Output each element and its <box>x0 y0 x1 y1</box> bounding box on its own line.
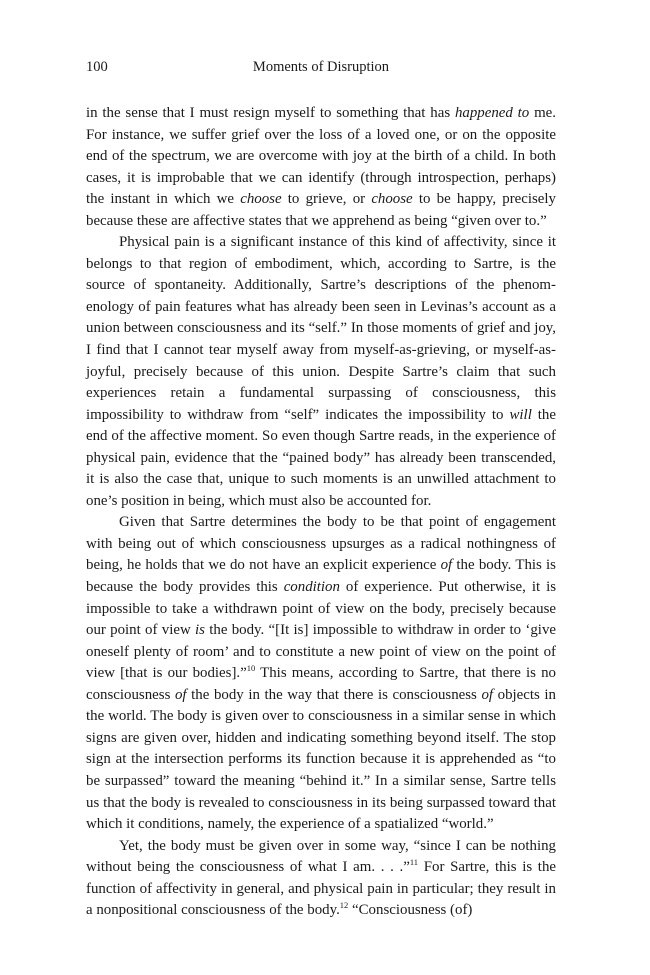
emphasis-text: of <box>174 686 187 703</box>
emphasis-text: of <box>440 557 453 574</box>
text-run: the body. “[It is] impossible to withdraw in order to ‘give oneself plenty of room’ and to constitute a new point of view on the point of view [that is our bodies].” <box>86 622 556 682</box>
page-number: 100 <box>86 59 108 75</box>
footnote-ref: 10 <box>246 663 256 674</box>
emphasis-text: will <box>509 406 532 423</box>
text-run: Yet, the body must be given over in some way, “since I can be nothing without being the consciousness of what I am. . . .” <box>86 837 556 876</box>
text-run: to grieve, or <box>281 191 372 208</box>
emphasis-text: of <box>481 686 494 703</box>
page-header <box>86 57 556 77</box>
emphasis-text: choose <box>371 191 413 208</box>
text-run: in the sense that I must resign myself to something that has <box>86 105 455 121</box>
text-run: This means, according to Sartre, that there is no consciousness <box>86 665 556 703</box>
text-run: me. For instance, we suffer grief over the loss of a loved one, or on the opposite end of the spectrum, we are overcome with joy at the birth of a child. In both cases, it is improbable that we can identify (through introspection, perhaps) the instant in which we <box>86 105 557 208</box>
body-text <box>86 103 556 922</box>
running-head: Moments of Disruption <box>252 59 390 75</box>
emphasis-text: choose <box>240 191 282 208</box>
paragraph <box>86 836 556 922</box>
text-run: For Sartre, this is the function of affectivity in general, and physical pain in particular; they result in a nonpositional consciousness of the body. <box>86 859 557 919</box>
text-run: “Consciousness (of) <box>348 902 473 919</box>
text-run: of experience. Put otherwise, it is impossible to take a withdrawn point of view on the body, precisely because our point of view <box>86 579 556 639</box>
emphasis-text: happened to <box>454 105 530 121</box>
emphasis-text: is <box>195 622 205 639</box>
paragraph <box>86 512 556 835</box>
text-run: Given that Sartre determines the body to be that point of engagement with being out of which consciousness upsurges as a radical nothingness of being, he holds that we do not have an explicit experience <box>86 514 556 574</box>
paragraph <box>86 103 556 232</box>
text-run: Physical pain is a significant instance of this kind of affectivity, since it belongs to that region of embodiment, which, according to Sartre, is the source of spontaneity. Additionally, Sartre’s descriptions of the phenomenology of pain features what has already been seen in Levinas’s account as a union between consciousness and its “self.” In those moments of grief and joy, I find that I cannot tear myself away from myself-as-grieving, or myself-as-joyful, precisely because of this union. Despite Sartre’s claim that such experiences retain a fundamental surpassing of consciousness, this impossibility to withdraw from “self” indicates the impossibility to <box>86 234 556 423</box>
paragraph <box>86 232 556 512</box>
text-run: to be happy, precisely because these are affective states that we apprehend as being “given over to.” <box>86 191 556 229</box>
text-run: the body. This is because the body provides this <box>86 557 556 596</box>
text-run: the end of the affective moment. So even though Sartre reads, in the experience of physical pain, evidence that the “pained body” has already been transcended, it is also the case that, unique to such moments is an unwilled attachment to one’s position in being, which must also be accounted for. <box>86 406 556 509</box>
text-run: the body in the way that there is consciousness <box>186 686 482 703</box>
emphasis-text: condition <box>283 579 340 596</box>
footnote-ref: 11 <box>409 857 419 868</box>
footnote-ref: 12 <box>339 900 349 911</box>
text-run: objects in the world. The body is given over to consciousness in a similar sense in which signs are given over, hidden and indicating something beyond itself. The stop sign at the intersection performs its function because it is apprehended as “to be surpassed” toward the meaning “behind it.” In a similar sense, Sartre tells us that the body is revealed to consciousness in its being surpassed toward that which it conditions, namely, the experience of a spatialized “world.” <box>86 686 556 833</box>
